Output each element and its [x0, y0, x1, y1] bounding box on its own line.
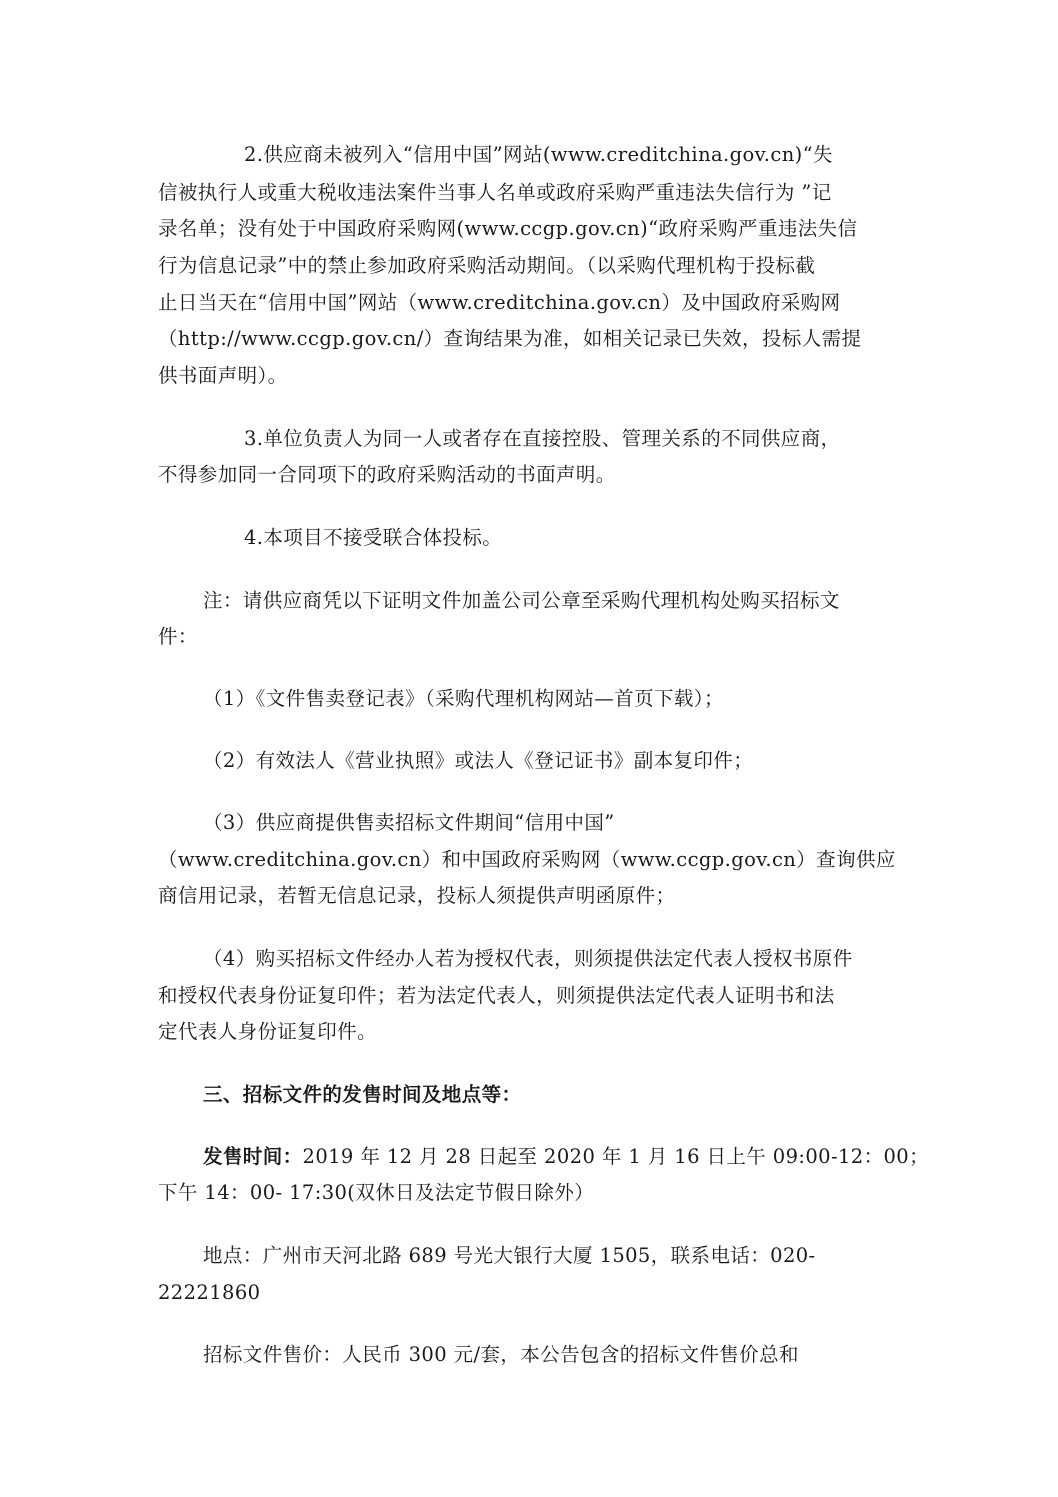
requirement-3-line-1: （3）供应商提供售卖招标文件期间“信用中国” — [203, 811, 615, 834]
note-line-2: 件： — [158, 625, 198, 648]
location-line-2: 22221860 — [158, 1281, 261, 1304]
sale-time-value: 2019 年 12 月 28 日起至 2020 年 1 月 16 日上午 09:00-12：00； — [302, 1145, 930, 1168]
item2-line-7: 供书面声明）。 — [158, 364, 288, 387]
note-line-1: 注：请供应商凭以下证明文件加盖公司公章至采购代理机构处购买招标文 — [203, 589, 840, 612]
location-line-1: 地点：广州市天河北路 689 号光大银行大厦 1505，联系电话：020- — [203, 1244, 816, 1267]
item2-line-1: 2.供应商未被列入“信用中国”网站(www.creditchina.gov.cn)“失 — [244, 143, 833, 166]
requirement-3-line-2: （www.creditchina.gov.cn）和中国政府采购网（www.ccgp.gov.cn）查询供应 — [158, 848, 896, 871]
requirement-4-line-3: 定代表人身份证复印件。 — [158, 1020, 377, 1043]
item4-line-1: 4.本项目不接受联合体投标。 — [244, 526, 503, 549]
item2-line-2: 信被执行人或重大税收违法案件当事人名单或政府采购严重违法失信行为 ”记 — [158, 181, 832, 204]
sale-time-label: 发售时间： — [203, 1145, 303, 1168]
requirement-3-line-3: 商信用记录，若暂无信息记录，投标人须提供声明函原件； — [158, 884, 676, 907]
item3-line-2: 不得参加同一合同项下的政府采购活动的书面声明。 — [158, 463, 616, 486]
item2-line-5: 止日当天在“信用中国”网站（www.creditchina.gov.cn）及中国政府采购网 — [158, 291, 841, 314]
requirement-1: （1）《文件售卖登记表》（采购代理机构网站—首页下载）； — [203, 687, 724, 710]
item2-line-4: 行为信息记录”中的禁止参加政府采购活动期间。（以采购代理机构于投标截 — [158, 254, 816, 277]
item2-line-6: （http://www.ccgp.gov.cn/）查询结果为准，如相关记录已失效，投标人需提 — [158, 327, 862, 350]
item2-line-3: 录名单；没有处于中国政府采购网(www.ccgp.gov.cn)“政府采购严重违法失信 — [158, 217, 858, 240]
requirement-4-line-2: 和授权代表身份证复印件；若为法定代表人，则须提供法定代表人证明书和法 — [158, 984, 835, 1007]
price-line-1: 招标文件售价：人民币 300 元/套，本公告包含的招标文件售价总和 — [203, 1343, 799, 1366]
sale-time-line-1 — [203, 1145, 930, 1169]
item3-line-1: 3.单位负责人为同一人或者存在直接控股、管理关系的不同供应商， — [244, 427, 841, 450]
sale-time-line-2: 下午 14：00- 17:30(双休日及法定节假日除外） — [158, 1181, 595, 1204]
section-3-heading: 三、招标文件的发售时间及地点等： — [203, 1083, 522, 1106]
requirement-4-line-1: （4）购买招标文件经办人若为授权代表，则须提供法定代表人授权书原件 — [203, 947, 853, 970]
requirement-2: （2）有效法人《营业执照》或法人《登记证书》副本复印件； — [203, 749, 754, 772]
